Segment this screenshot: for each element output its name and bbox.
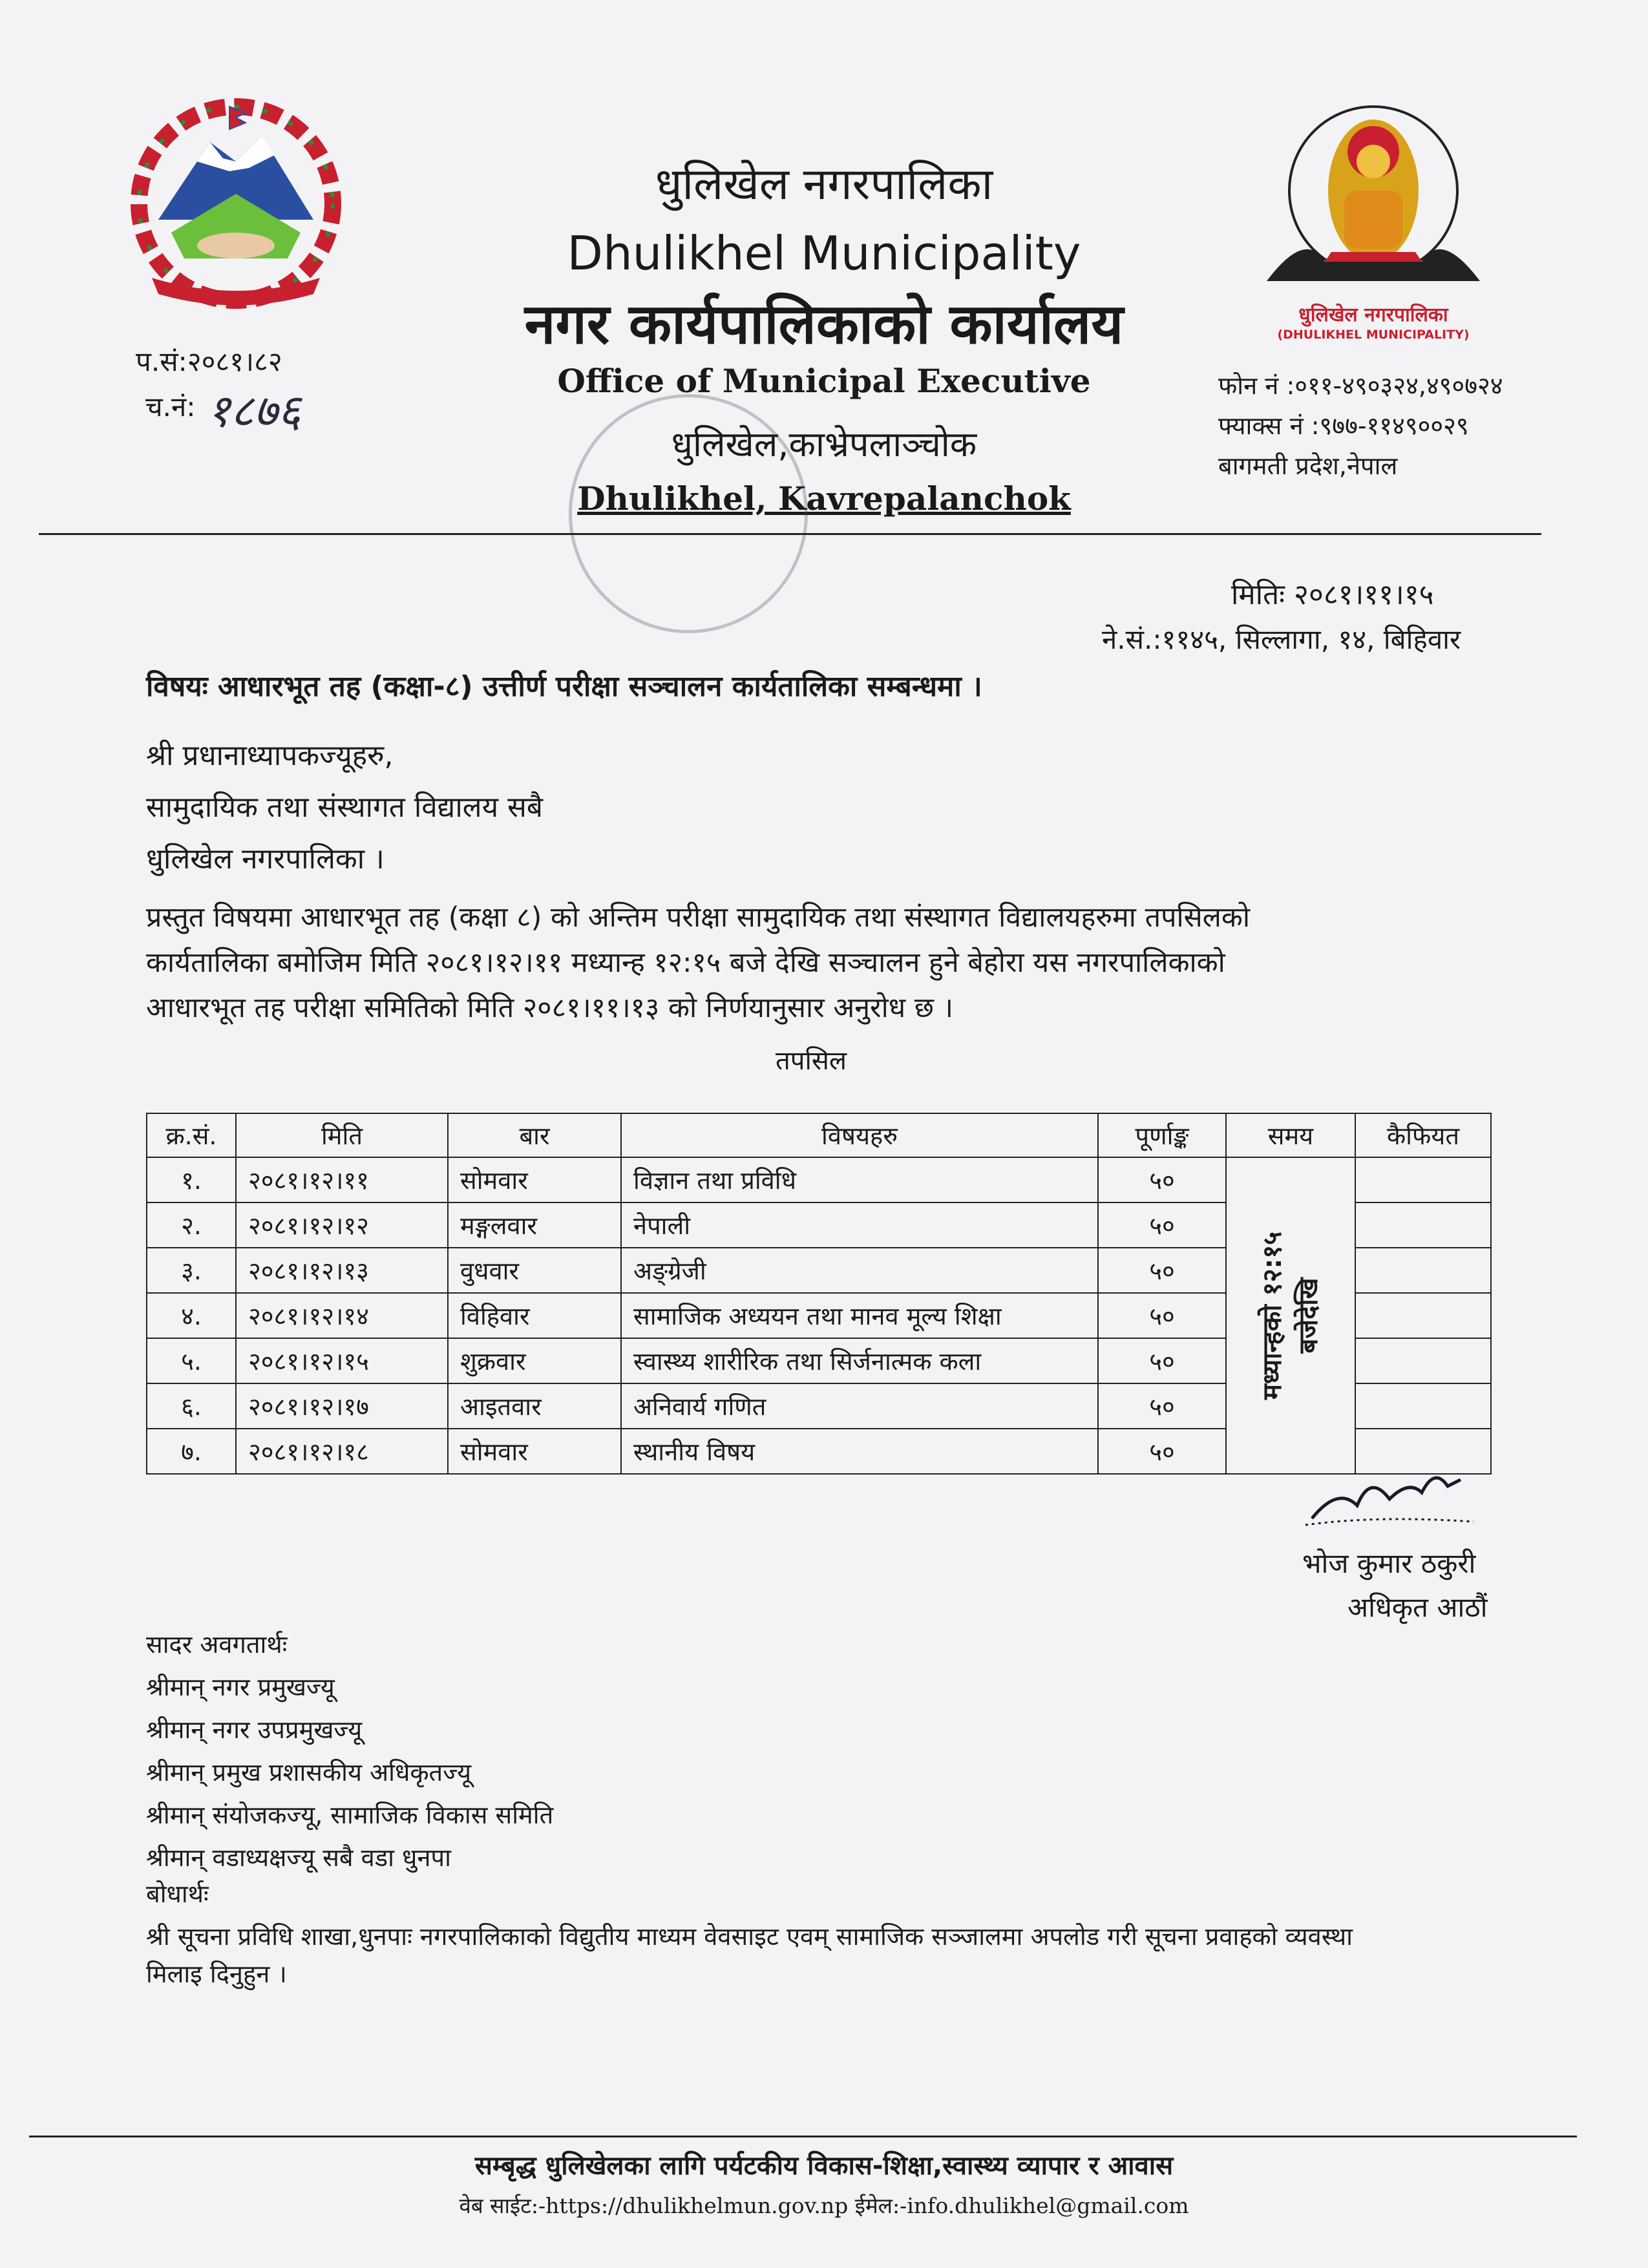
cell-sn: २.	[147, 1202, 236, 1248]
patra-sankhya: प.सं:२०८१।८२	[136, 346, 282, 377]
logo-text-np: धुलिखेल नगरपालिका	[1298, 304, 1448, 326]
time-line-1: मध्यान्हको १२:१५	[1258, 1232, 1287, 1400]
cell-subject: अङ्ग्रेजी	[621, 1248, 1098, 1293]
cell-full-marks: ५०	[1098, 1293, 1226, 1338]
cell-remarks	[1355, 1383, 1491, 1429]
chalani-number-handwritten: १८७६	[207, 384, 301, 437]
footer-slogan: सम्बृद्ध धुलिखेलका लागि पर्यटकीय विकास-शिक्षा,स्वास्थ्य व्यापार र आवास	[474, 2151, 1174, 2181]
office-stamp	[569, 394, 808, 633]
logo-text-en: (DHULIKHEL MUNICIPALITY)	[1277, 328, 1470, 342]
info-instruction-line: श्री सूचना प्रविधि शाखा,धुनपाः नगरपालिकाको विद्युतीय माध्यम वेवसाइट एवम् सामाजिक सञ्जालमा अपलोड गरी सूचना प्रवाहको व्यवस्था	[146, 1922, 1353, 1951]
subject-line: विषयः आधारभूत तह (कक्षा-८) उत्तीर्ण परीक्षा सञ्चालन कार्यतालिका सम्बन्धमा ।	[146, 670, 982, 703]
cell-remarks	[1355, 1293, 1491, 1338]
cell-day: वुधवार	[448, 1248, 621, 1293]
cell-date: २०८१।१२।१४	[236, 1293, 448, 1338]
cell-remarks	[1355, 1157, 1491, 1202]
cell-remarks	[1355, 1202, 1491, 1248]
cell-date: २०८१।१२।१५	[236, 1338, 448, 1383]
bodharth-title: बोधार्थः	[146, 1880, 209, 1908]
cell-sn: ७.	[147, 1429, 236, 1474]
signatory-designation: अधिकृत आठौं	[1347, 1591, 1488, 1623]
col-header-full-marks: पूर्णाङ्क	[1098, 1113, 1226, 1157]
col-header-time: समय	[1226, 1113, 1355, 1157]
header-divider	[39, 533, 1541, 535]
cell-date: २०८१।१२।११	[236, 1157, 448, 1202]
exam-schedule-table	[146, 1113, 1492, 1475]
table-header-row	[147, 1113, 1491, 1157]
cell-day: सोमवार	[448, 1157, 621, 1202]
cc-item: श्रीमान् प्रमुख प्रशासकीय अधिकृतज्यू	[146, 1758, 471, 1787]
province: बागमती प्रदेश,नेपाल	[1218, 452, 1398, 480]
addressee-line: धुलिखेल नगरपालिका ।	[146, 843, 385, 876]
addressee-line: श्री प्रधानाध्यापकज्यूहरु,	[146, 739, 394, 772]
cell-full-marks: ५०	[1098, 1383, 1226, 1429]
municipality-name-en: Dhulikhel Municipality	[567, 226, 1081, 280]
col-header-day: बार	[448, 1113, 621, 1157]
time-line-2: बजेदेखि	[1294, 1277, 1324, 1354]
chalani-label: च.नं:	[145, 391, 196, 423]
cell-full-marks: ५०	[1098, 1202, 1226, 1248]
body-line: आधारभूत तह परीक्षा समितिको मिति २०८१।११।१३ को निर्णयानुसार अनुरोध छ ।	[146, 992, 954, 1024]
cell-day: शुक्रवार	[448, 1338, 621, 1383]
cell-subject: नेपाली	[621, 1202, 1098, 1248]
cell-day: सोमवार	[448, 1429, 621, 1474]
cell-subject: स्थानीय विषय	[621, 1429, 1098, 1474]
cc-title: सादर अवगतार्थः	[146, 1630, 288, 1659]
cell-sn: ५.	[147, 1338, 236, 1383]
office-name-en: Office of Municipal Executive	[557, 362, 1091, 400]
cc-item: श्रीमान् वडाध्यक्षज्यू सबै वडा धुनपा	[146, 1843, 451, 1872]
addressee-line: सामुदायिक तथा संस्थागत विद्यालय सबै	[146, 791, 543, 824]
cell-full-marks: ५०	[1098, 1338, 1226, 1383]
tapasil-heading: तपसिल	[776, 1046, 847, 1076]
municipality-name-np: धुलिखेल नगरपालिका	[655, 159, 993, 210]
table-row	[147, 1157, 1491, 1202]
col-header-sn: क्र.सं.	[147, 1113, 236, 1157]
body-line: प्रस्तुत विषयमा आधारभूत तह (कक्षा ८) को अन्तिम परीक्षा सामुदायिक तथा संस्थागत विद्यालयहरुमा तपसिलको	[146, 901, 1251, 934]
address-en: Dhulikhel, Kavrepalanchok	[577, 479, 1071, 518]
cell-sn: ४.	[147, 1293, 236, 1338]
cell-sn: १.	[147, 1157, 236, 1202]
cell-date: २०८१।१२।१७	[236, 1383, 448, 1429]
cell-date: २०८१।१२।१३	[236, 1248, 448, 1293]
cell-sn: ३.	[147, 1248, 236, 1293]
nepal-emblem	[100, 97, 372, 310]
address-np: धुलिखेल,काभ्रेपलाञ्चोक	[671, 424, 977, 465]
date-nepal-sambat: ने.सं.:११४५, सिल्लागा, १४, बिहिवार	[1102, 624, 1461, 655]
cell-day: मङ्गलवार	[448, 1202, 621, 1248]
date-miti: मितिः २०८१।११।१५	[1231, 578, 1434, 611]
cell-remarks	[1355, 1248, 1491, 1293]
cell-time	[1226, 1157, 1355, 1474]
cell-full-marks: ५०	[1098, 1157, 1226, 1202]
cell-full-marks: ५०	[1098, 1248, 1226, 1293]
info-instruction-line: मिलाइ दिनुहुन ।	[146, 1960, 287, 1988]
municipality-logo	[1267, 100, 1480, 346]
col-header-remarks: कैफियत	[1355, 1113, 1491, 1157]
cell-subject: स्वास्थ्य शारीरिक तथा सिर्जनात्मक कला	[621, 1338, 1098, 1383]
footer-divider	[29, 2136, 1577, 2137]
cell-subject: विज्ञान तथा प्रविधि	[621, 1157, 1098, 1202]
office-name-np: नगर कार्यपालिकाको कार्यालय	[524, 292, 1124, 357]
cell-day: आइतवार	[448, 1383, 621, 1429]
cc-item: श्रीमान् नगर प्रमुखज्यू	[146, 1673, 335, 1701]
cc-item: श्रीमान् नगर उपप्रमुखज्यू	[146, 1716, 363, 1744]
cc-item: श्रीमान् संयोजकज्यू, सामाजिक विकास समिति	[146, 1801, 554, 1829]
footer-contact: वेब साईट:-https://dhulikhelmun.gov.np ईमेल:-info.dhulikhel@gmail.com	[459, 2193, 1189, 2218]
col-header-subject: विषयहरु	[621, 1113, 1098, 1157]
time-text	[1254, 1232, 1327, 1400]
cell-subject: अनिवार्य गणित	[621, 1383, 1098, 1429]
phone-number: फोन नं :०११-४९०३२४,४९०७२४	[1218, 372, 1503, 400]
cell-full-marks: ५०	[1098, 1429, 1226, 1474]
fax-number: फ्याक्स नं :९७७-११४९००२९	[1218, 412, 1469, 440]
cell-date: २०८१।१२।१८	[236, 1429, 448, 1474]
cell-day: विहिवार	[448, 1293, 621, 1338]
signatory-name: भोज कुमार ठकुरी	[1302, 1548, 1476, 1579]
col-header-date: मिति	[236, 1113, 448, 1157]
signature	[1299, 1460, 1480, 1538]
cell-subject: सामाजिक अध्ययन तथा मानव मूल्य शिक्षा	[621, 1293, 1098, 1338]
cell-remarks	[1355, 1338, 1491, 1383]
body-line: कार्यतालिका बमोजिम मिति २०८१।१२।११ मध्यान्ह १२:१५ बजे देखि सञ्चालन हुने बेहोरा यस नगरपालिकाको	[146, 947, 1225, 979]
cell-date: २०८१।१२।१२	[236, 1202, 448, 1248]
cell-sn: ६.	[147, 1383, 236, 1429]
